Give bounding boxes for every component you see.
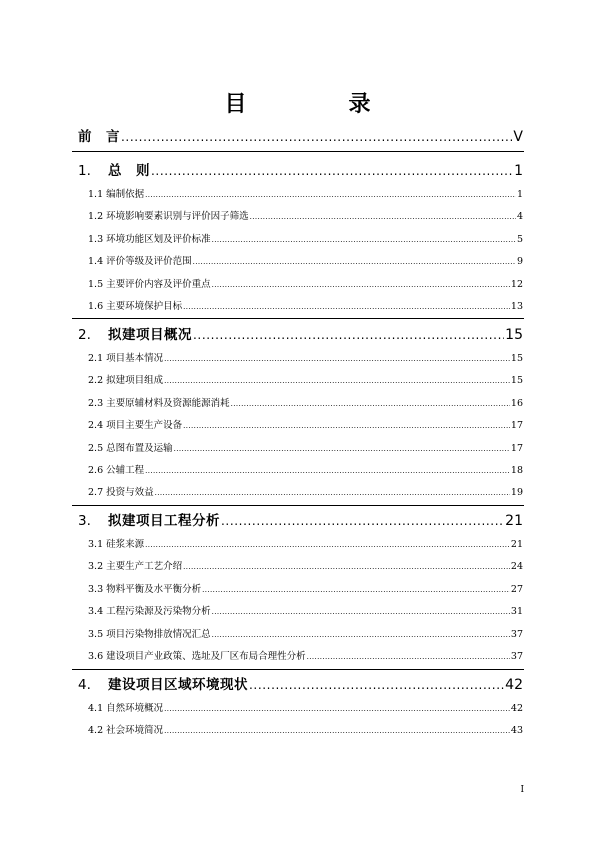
toc-page-number: 24 bbox=[510, 561, 523, 572]
dot-leader bbox=[221, 512, 504, 530]
toc-page-number: 21 bbox=[505, 513, 523, 529]
dot-leader bbox=[121, 128, 512, 146]
toc-page-number: 27 bbox=[510, 584, 523, 595]
toc-section[interactable] bbox=[88, 703, 523, 715]
toc-chapter-1[interactable] bbox=[78, 162, 523, 180]
section-title: 1.4 评价等级及评价范围 bbox=[88, 256, 192, 267]
toc-page-number: 15 bbox=[505, 327, 523, 343]
dot-leader bbox=[151, 162, 513, 180]
chapter-number: 3. bbox=[78, 513, 91, 529]
toc-chapter-4[interactable] bbox=[78, 676, 523, 694]
toc-section[interactable] bbox=[88, 353, 523, 365]
toc-page-number: 15 bbox=[510, 353, 523, 364]
chapter-title: 建设项目区域环境现状 bbox=[108, 677, 248, 693]
section-title: 3.6 建设项目产业政策、选址及厂区布局合理性分析 bbox=[88, 651, 306, 662]
section-title: 1.5 主要评价内容及评价重点 bbox=[88, 279, 211, 290]
toc-page-number: 4 bbox=[516, 211, 523, 222]
toc-page-number: 13 bbox=[510, 301, 523, 312]
toc-page-number: 15 bbox=[510, 375, 523, 386]
section-title: 2.7 投资与效益 bbox=[88, 487, 154, 498]
toc-section[interactable] bbox=[88, 725, 523, 737]
dot-leader bbox=[202, 584, 510, 596]
toc-entry-title: 前 言 bbox=[78, 129, 120, 145]
toc-chapter-3[interactable] bbox=[78, 512, 523, 530]
section-title: 4.2 社会环境简况 bbox=[88, 725, 164, 736]
toc-page-number: 43 bbox=[510, 725, 523, 736]
toc-section[interactable] bbox=[88, 539, 523, 551]
toc-page-number: 31 bbox=[510, 606, 523, 617]
dot-leader bbox=[212, 234, 516, 246]
section-title: 2.1 项目基本情况 bbox=[88, 353, 164, 364]
toc-section[interactable] bbox=[88, 234, 523, 246]
toc-section[interactable] bbox=[88, 561, 523, 573]
section-title: 3.5 项目污染物排放情况汇总 bbox=[88, 629, 211, 640]
section-title: 2.4 项目主要生产设备 bbox=[88, 420, 183, 431]
dot-leader bbox=[193, 256, 516, 268]
dot-leader bbox=[183, 420, 510, 432]
dot-leader bbox=[174, 443, 510, 455]
toc-section[interactable] bbox=[88, 465, 523, 477]
toc-page-number: 9 bbox=[516, 256, 523, 267]
section-title: 1.2 环境影响要素识别与评价因子筛选 bbox=[88, 211, 249, 222]
toc-page-number: 17 bbox=[510, 443, 523, 454]
toc-section[interactable] bbox=[88, 211, 523, 223]
section-title: 1.1 编制依据 bbox=[88, 189, 145, 200]
dot-leader bbox=[164, 353, 510, 365]
dot-leader bbox=[145, 539, 510, 551]
dot-leader bbox=[164, 703, 510, 715]
toc-section[interactable] bbox=[88, 420, 523, 432]
toc-page-number: 37 bbox=[510, 651, 523, 662]
dot-leader bbox=[250, 211, 516, 223]
toc-section[interactable] bbox=[88, 279, 523, 291]
chapter-title: 总 则 bbox=[108, 163, 150, 179]
section-title: 3.4 工程污染源及污染物分析 bbox=[88, 606, 211, 617]
toc-page-number: 17 bbox=[510, 420, 523, 431]
toc-chapter-2[interactable] bbox=[78, 326, 523, 344]
page-number: I bbox=[520, 785, 524, 795]
dot-leader bbox=[212, 629, 510, 641]
chapter-number: 2. bbox=[78, 327, 91, 343]
dot-leader bbox=[183, 301, 510, 313]
dot-leader bbox=[145, 465, 510, 477]
toc-page-number: V bbox=[513, 129, 523, 145]
section-title: 1.3 环境功能区划及评价标准 bbox=[88, 234, 211, 245]
toc-section[interactable] bbox=[88, 487, 523, 499]
toc-section[interactable] bbox=[88, 651, 523, 663]
dot-leader bbox=[193, 326, 504, 344]
toc-page-number: 12 bbox=[510, 279, 523, 290]
toc-section[interactable] bbox=[88, 584, 523, 596]
section-title: 2.3 主要原辅材料及资源能源消耗 bbox=[88, 398, 230, 409]
toc-section[interactable] bbox=[88, 606, 523, 618]
dot-leader bbox=[155, 487, 510, 499]
dot-leader bbox=[212, 606, 510, 618]
dot-leader bbox=[231, 398, 510, 410]
dot-leader bbox=[249, 676, 504, 694]
toc-entry-preface[interactable] bbox=[78, 128, 523, 146]
dot-leader bbox=[164, 725, 510, 737]
dot-leader bbox=[212, 279, 510, 291]
section-title: 2.6 公辅工程 bbox=[88, 465, 145, 476]
toc-page-number: 16 bbox=[510, 398, 523, 409]
dot-leader bbox=[164, 375, 510, 387]
separator-line bbox=[72, 151, 524, 152]
toc-page-number: 42 bbox=[510, 703, 523, 714]
toc-section[interactable] bbox=[88, 629, 523, 641]
toc-section[interactable] bbox=[88, 375, 523, 387]
section-title: 2.5 总图布置及运输 bbox=[88, 443, 173, 454]
separator-line bbox=[72, 318, 524, 319]
section-title: 1.6 主要环境保护目标 bbox=[88, 301, 183, 312]
toc-section[interactable] bbox=[88, 443, 523, 455]
toc-page-number: 1 bbox=[516, 189, 523, 200]
toc-section[interactable] bbox=[88, 398, 523, 410]
chapter-number: 4. bbox=[78, 677, 91, 693]
separator-line bbox=[72, 505, 524, 506]
dot-leader bbox=[307, 651, 510, 663]
toc-page-number: 5 bbox=[516, 234, 523, 245]
chapter-title: 拟建项目工程分析 bbox=[108, 513, 220, 529]
section-title: 3.3 物料平衡及水平衡分析 bbox=[88, 584, 202, 595]
dot-leader bbox=[145, 189, 516, 201]
toc-page-number: 18 bbox=[510, 465, 523, 476]
toc-page-number: 42 bbox=[505, 677, 523, 693]
separator-line bbox=[72, 669, 524, 670]
section-title: 4.1 自然环境概况 bbox=[88, 703, 164, 714]
toc-section[interactable] bbox=[88, 301, 523, 313]
section-title: 3.1 硅浆来源 bbox=[88, 539, 145, 550]
toc-section[interactable] bbox=[88, 189, 523, 201]
dot-leader bbox=[183, 561, 510, 573]
section-title: 3.2 主要生产工艺介绍 bbox=[88, 561, 183, 572]
toc-page-number: 19 bbox=[510, 487, 523, 498]
toc-section[interactable] bbox=[88, 256, 523, 268]
toc-title: 目 录 bbox=[224, 92, 411, 117]
toc-page-number: 1 bbox=[514, 163, 523, 179]
chapter-title: 拟建项目概况 bbox=[108, 327, 192, 343]
chapter-number: 1. bbox=[78, 163, 91, 179]
toc-page-number: 37 bbox=[510, 629, 523, 640]
toc-page-number: 21 bbox=[510, 539, 523, 550]
section-title: 2.2 拟建项目组成 bbox=[88, 375, 164, 386]
